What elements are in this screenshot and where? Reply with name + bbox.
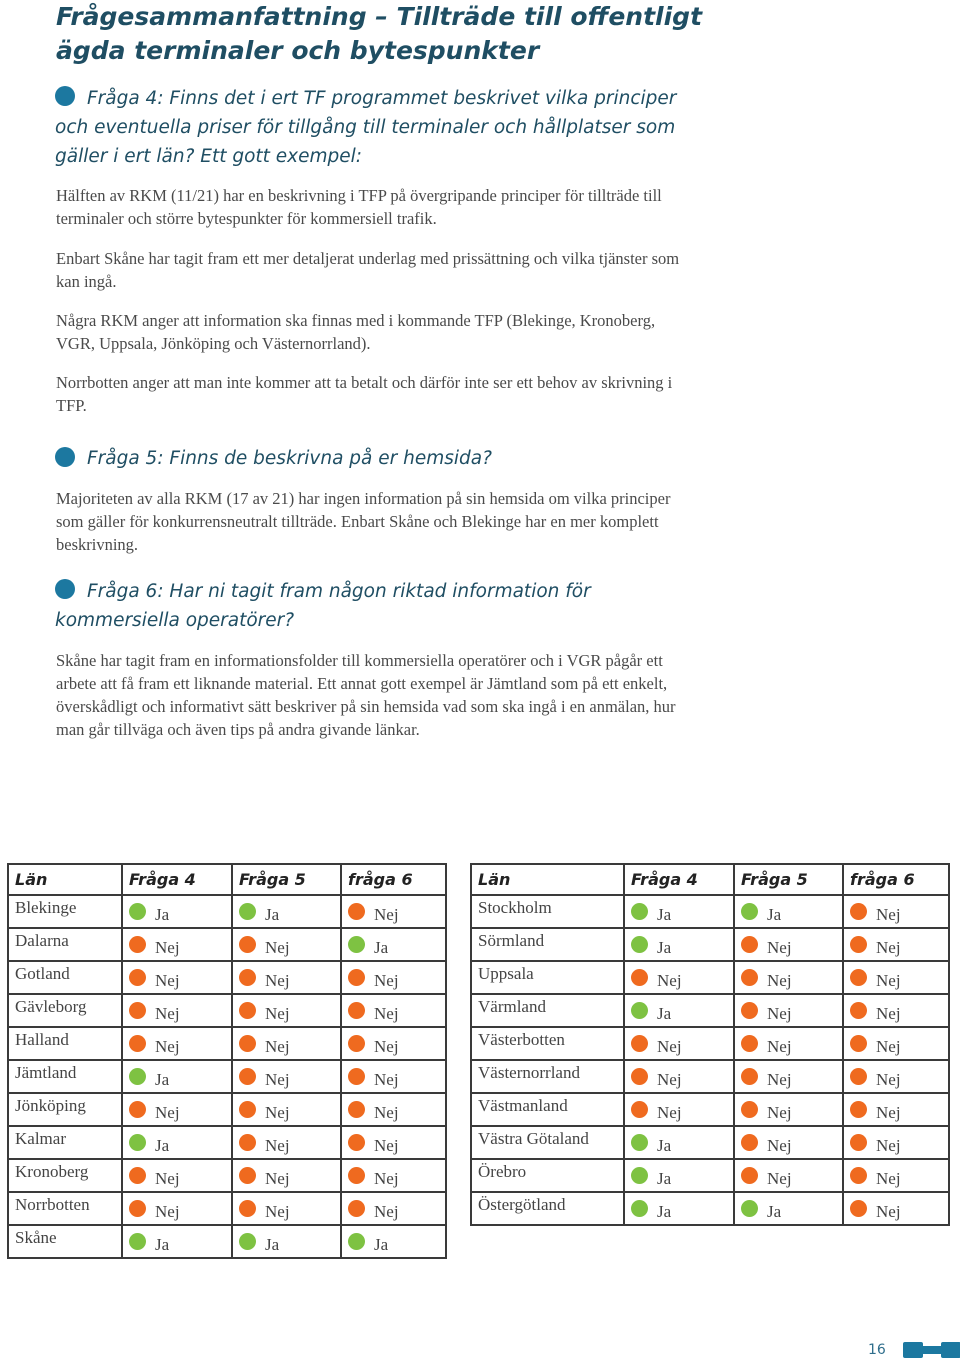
county-name: Uppsala <box>471 961 624 994</box>
answer-label: Ja <box>374 937 389 957</box>
answer-cell <box>341 1060 446 1093</box>
answer-label: Nej <box>657 1102 682 1122</box>
answer-label: Nej <box>155 1201 180 1221</box>
no-status-dot-icon <box>129 1035 146 1052</box>
answer-cell <box>232 1192 341 1225</box>
answer-label: Nej <box>265 1069 290 1089</box>
no-status-dot-icon <box>239 1068 256 1085</box>
answer-cell <box>122 928 232 961</box>
county-name: Jämtland <box>8 1060 122 1093</box>
question-4-paragraph: Enbart Skåne har tagit fram ett mer detaljerat underlag med prissättning och vilka tjänster som kan ingå. <box>56 249 680 291</box>
yes-status-dot-icon <box>129 1233 146 1250</box>
answer-label: Nej <box>657 1036 682 1056</box>
answer-cell <box>734 961 843 994</box>
page-title: Frågesammanfattning – Tillträde till offentligt ägda terminaler och bytespunkter <box>56 2 703 65</box>
column-header: Fråga 5 <box>734 864 843 895</box>
answer-label: Nej <box>374 1201 399 1221</box>
column-header: fråga 6 <box>843 864 949 895</box>
table-row <box>471 1093 949 1126</box>
answer-cell <box>624 895 734 928</box>
answer-label: Nej <box>657 970 682 990</box>
answer-label: Nej <box>876 1102 901 1122</box>
answer-cell <box>341 1126 446 1159</box>
answer-label: Nej <box>876 970 901 990</box>
yes-status-dot-icon <box>631 1134 648 1151</box>
question-5-paragraph: Majoriteten av alla RKM (17 av 21) har ingen information på sin hemsida om vilka principer som gäller för konkurrensneutralt tillträde. Enbart Skåne och Blekinge har en mer komplett beskrivning. <box>56 489 671 554</box>
answer-label: Nej <box>767 1135 792 1155</box>
no-status-dot-icon <box>348 1002 365 1019</box>
answer-label: Ja <box>657 1201 672 1221</box>
answer-cell <box>843 1126 949 1159</box>
county-name: Halland <box>8 1027 122 1060</box>
answer-label: Nej <box>155 1102 180 1122</box>
answer-label: Nej <box>374 1003 399 1023</box>
column-header: Fråga 5 <box>232 864 341 895</box>
answer-label: Nej <box>657 1069 682 1089</box>
answer-label: Nej <box>374 1102 399 1122</box>
table-row <box>471 994 949 1027</box>
answer-cell <box>341 1159 446 1192</box>
answer-label: Nej <box>767 1069 792 1089</box>
answer-label: Nej <box>265 1168 290 1188</box>
county-name: Gotland <box>8 961 122 994</box>
yes-status-dot-icon <box>631 1200 648 1217</box>
answer-cell <box>843 895 949 928</box>
answer-label: Ja <box>767 904 782 924</box>
no-status-dot-icon <box>741 969 758 986</box>
answer-label: Nej <box>876 1069 901 1089</box>
answer-cell <box>341 895 446 928</box>
no-status-dot-icon <box>850 1134 867 1151</box>
county-name: Sörmland <box>471 928 624 961</box>
answer-cell <box>122 895 232 928</box>
column-header: Fråga 4 <box>624 864 734 895</box>
answer-cell <box>843 994 949 1027</box>
answer-label: Ja <box>767 1201 782 1221</box>
question-6-heading: Fråga 6: Har ni tagit fram någon riktad information för kommersiella operatörer? <box>55 581 591 631</box>
question-4-heading: Fråga 4: Finns det i ert TF programmet beskrivet vilka principer och eventuella priser för tillgång till terminaler och hållplatser som gäller i ert län? Ett gott exempel: <box>55 88 677 167</box>
no-status-dot-icon <box>348 903 365 920</box>
answer-cell <box>843 1192 949 1225</box>
county-name: Östergötland <box>471 1192 624 1225</box>
county-name: Örebro <box>471 1159 624 1192</box>
answer-cell <box>341 1093 446 1126</box>
yes-status-dot-icon <box>129 903 146 920</box>
answer-label: Nej <box>155 970 180 990</box>
table-row <box>471 1027 949 1060</box>
table-row <box>8 1093 446 1126</box>
answer-label: Ja <box>265 904 280 924</box>
county-name: Värmland <box>471 994 624 1027</box>
no-status-dot-icon <box>239 1167 256 1184</box>
answer-cell <box>734 1060 843 1093</box>
no-status-dot-icon <box>850 936 867 953</box>
no-status-dot-icon <box>348 1134 365 1151</box>
answer-label: Nej <box>265 1201 290 1221</box>
answer-cell <box>843 1093 949 1126</box>
answer-label: Nej <box>265 1003 290 1023</box>
yes-status-dot-icon <box>129 1068 146 1085</box>
yes-status-dot-icon <box>631 1167 648 1184</box>
question-5-heading: Fråga 5: Finns de beskrivna på er hemsida? <box>87 448 492 469</box>
column-header: Län <box>8 864 122 895</box>
question-6-paragraph: Skåne har tagit fram en informationsfolder till kommersiella operatörer och i VGR pågår ett arbete att få fram ett liknande material. Ett annat gott exempel är Jämtland som på ett enkelt, överskådligt och informativt sätt beskriver på sin hemsida vad som ska ingå i en anmälan, hur man går tillväga och även tips på andra givande länkar. <box>56 651 676 739</box>
county-name: Västerbotten <box>471 1027 624 1060</box>
answer-label: Nej <box>265 1102 290 1122</box>
answer-label: Nej <box>767 970 792 990</box>
no-status-dot-icon <box>129 969 146 986</box>
no-status-dot-icon <box>741 1068 758 1085</box>
answer-cell <box>624 1192 734 1225</box>
no-status-dot-icon <box>348 1068 365 1085</box>
column-header: fråga 6 <box>341 864 446 895</box>
answer-cell <box>734 1027 843 1060</box>
answer-label: Nej <box>374 1168 399 1188</box>
yes-status-dot-icon <box>631 1002 648 1019</box>
no-status-dot-icon <box>850 1101 867 1118</box>
answer-cell <box>232 1093 341 1126</box>
no-status-dot-icon <box>239 1002 256 1019</box>
table-row <box>471 1060 949 1093</box>
answer-cell <box>232 1060 341 1093</box>
no-status-dot-icon <box>129 1002 146 1019</box>
answer-label: Nej <box>155 1168 180 1188</box>
answer-cell <box>122 961 232 994</box>
answer-cell <box>734 1093 843 1126</box>
county-name: Blekinge <box>8 895 122 928</box>
answer-label: Nej <box>876 1168 901 1188</box>
no-status-dot-icon <box>741 936 758 953</box>
answer-cell <box>843 961 949 994</box>
yes-status-dot-icon <box>631 936 648 953</box>
answer-cell <box>122 1093 232 1126</box>
table-row <box>471 1159 949 1192</box>
no-status-dot-icon <box>348 969 365 986</box>
table-row <box>8 1159 446 1192</box>
answer-cell <box>232 1159 341 1192</box>
answer-label: Nej <box>876 1201 901 1221</box>
county-name: Skåne <box>8 1225 122 1258</box>
page-number: 16 <box>868 1342 886 1358</box>
no-status-dot-icon <box>239 936 256 953</box>
answer-label: Nej <box>767 1102 792 1122</box>
answer-label: Nej <box>876 1036 901 1056</box>
no-status-dot-icon <box>850 1002 867 1019</box>
county-name: Dalarna <box>8 928 122 961</box>
answer-label: Nej <box>767 937 792 957</box>
answer-cell <box>843 928 949 961</box>
column-header: Län <box>471 864 624 895</box>
answer-cell <box>843 1060 949 1093</box>
answer-cell <box>734 1126 843 1159</box>
county-name: Stockholm <box>471 895 624 928</box>
answer-cell <box>122 1225 232 1258</box>
answer-label: Nej <box>155 1036 180 1056</box>
answer-label: Ja <box>155 1069 170 1089</box>
table-row <box>8 895 446 928</box>
answer-cell <box>843 1027 949 1060</box>
county-name: Västmanland <box>471 1093 624 1126</box>
no-status-dot-icon <box>741 1167 758 1184</box>
answer-label: Nej <box>876 904 901 924</box>
answer-cell <box>624 1060 734 1093</box>
no-status-dot-icon <box>348 1200 365 1217</box>
answer-cell <box>734 1159 843 1192</box>
county-name: Kronoberg <box>8 1159 122 1192</box>
answer-cell <box>624 1027 734 1060</box>
answer-cell <box>122 1060 232 1093</box>
answer-label: Ja <box>155 1234 170 1254</box>
table-row <box>8 1027 446 1060</box>
no-status-dot-icon <box>129 1200 146 1217</box>
answer-label: Nej <box>155 1003 180 1023</box>
answer-cell <box>232 1225 341 1258</box>
answer-cell <box>734 1192 843 1225</box>
answer-label: Nej <box>374 904 399 924</box>
no-status-dot-icon <box>239 1035 256 1052</box>
answer-label: Ja <box>265 1234 280 1254</box>
answer-label: Nej <box>767 1036 792 1056</box>
answer-label: Ja <box>374 1234 389 1254</box>
county-name: Gävleborg <box>8 994 122 1027</box>
answer-label: Nej <box>265 970 290 990</box>
answer-label: Nej <box>265 1036 290 1056</box>
answer-cell <box>122 1126 232 1159</box>
no-status-dot-icon <box>631 1035 648 1052</box>
table-row <box>8 1225 446 1258</box>
answer-cell <box>232 961 341 994</box>
no-status-dot-icon <box>631 1101 648 1118</box>
no-status-dot-icon <box>239 1200 256 1217</box>
table-row <box>471 1192 949 1225</box>
answer-cell <box>341 928 446 961</box>
yes-status-dot-icon <box>129 1134 146 1151</box>
answer-cell <box>232 1027 341 1060</box>
table-row <box>471 928 949 961</box>
answer-label: Ja <box>155 904 170 924</box>
yes-status-dot-icon <box>631 903 648 920</box>
answer-cell <box>624 994 734 1027</box>
no-status-dot-icon <box>129 1101 146 1118</box>
table-row <box>471 1126 949 1159</box>
answer-label: Nej <box>876 1135 901 1155</box>
county-name: Västernorrland <box>471 1060 624 1093</box>
no-status-dot-icon <box>741 1101 758 1118</box>
answer-cell <box>734 895 843 928</box>
table-row <box>8 994 446 1027</box>
answer-cell <box>341 994 446 1027</box>
table-row <box>8 928 446 961</box>
answer-cell <box>232 1126 341 1159</box>
no-status-dot-icon <box>348 1035 365 1052</box>
answer-cell <box>122 1192 232 1225</box>
county-name: Kalmar <box>8 1126 122 1159</box>
yes-status-dot-icon <box>239 1233 256 1250</box>
answer-label: Nej <box>767 1168 792 1188</box>
no-status-dot-icon <box>850 903 867 920</box>
no-status-dot-icon <box>850 1035 867 1052</box>
answer-cell <box>734 994 843 1027</box>
answer-cell <box>624 961 734 994</box>
question-4-paragraph: Hälften av RKM (11/21) har en beskrivning i TFP på övergripande principer för tillträde till terminaler och större bytespunkter för kommersiell trafik. <box>56 186 662 228</box>
answer-label: Nej <box>374 970 399 990</box>
answer-label: Nej <box>374 1069 399 1089</box>
no-status-dot-icon <box>850 1167 867 1184</box>
answer-label: Ja <box>657 904 672 924</box>
answer-label: Nej <box>265 1135 290 1155</box>
answer-cell <box>341 1027 446 1060</box>
county-name: Jönköping <box>8 1093 122 1126</box>
no-status-dot-icon <box>741 1002 758 1019</box>
answer-cell <box>624 928 734 961</box>
answer-label: Nej <box>876 1003 901 1023</box>
no-status-dot-icon <box>348 1101 365 1118</box>
county-name: Norrbotten <box>8 1192 122 1225</box>
column-header: Fråga 4 <box>122 864 232 895</box>
answer-cell <box>624 1126 734 1159</box>
answer-cell <box>341 1192 446 1225</box>
answer-label: Nej <box>155 937 180 957</box>
question-4-paragraph: Några RKM anger att information ska finnas med i kommande TFP (Blekinge, Kronoberg, VGR, Uppsala, Jönköping och Västernorrland). <box>56 311 656 353</box>
no-status-dot-icon <box>129 1167 146 1184</box>
yes-status-dot-icon <box>239 903 256 920</box>
answer-label: Nej <box>876 937 901 957</box>
answer-label: Ja <box>657 1168 672 1188</box>
answer-cell <box>624 1093 734 1126</box>
answer-cell <box>341 961 446 994</box>
yes-status-dot-icon <box>348 1233 365 1250</box>
no-status-dot-icon <box>239 1101 256 1118</box>
no-status-dot-icon <box>631 969 648 986</box>
answer-label: Ja <box>155 1135 170 1155</box>
answer-cell <box>232 928 341 961</box>
question-4-paragraph: Norrbotten anger att man inte kommer att ta betalt och därför inte ser ett behov av skrivning i TFP. <box>56 373 673 415</box>
answer-label: Nej <box>767 1003 792 1023</box>
answer-cell <box>122 994 232 1027</box>
no-status-dot-icon <box>850 1068 867 1085</box>
answer-cell <box>734 928 843 961</box>
results-table-left <box>7 863 447 1259</box>
answer-cell <box>624 1159 734 1192</box>
no-status-dot-icon <box>239 969 256 986</box>
brand-logo-icon <box>903 1340 960 1360</box>
no-status-dot-icon <box>741 1134 758 1151</box>
no-status-dot-icon <box>850 1200 867 1217</box>
table-row <box>8 1126 446 1159</box>
yes-status-dot-icon <box>741 1200 758 1217</box>
no-status-dot-icon <box>850 969 867 986</box>
answer-cell <box>232 994 341 1027</box>
yes-status-dot-icon <box>741 903 758 920</box>
no-status-dot-icon <box>631 1068 648 1085</box>
answer-label: Nej <box>265 937 290 957</box>
answer-label: Ja <box>657 1135 672 1155</box>
answer-label: Ja <box>657 1003 672 1023</box>
answer-label: Ja <box>657 937 672 957</box>
no-status-dot-icon <box>239 1134 256 1151</box>
answer-cell <box>341 1225 446 1258</box>
answer-cell <box>843 1159 949 1192</box>
no-status-dot-icon <box>348 1167 365 1184</box>
table-row <box>471 895 949 928</box>
no-status-dot-icon <box>129 936 146 953</box>
county-name: Västra Götaland <box>471 1126 624 1159</box>
yes-status-dot-icon <box>348 936 365 953</box>
no-status-dot-icon <box>741 1035 758 1052</box>
table-row <box>8 1192 446 1225</box>
answer-label: Nej <box>374 1135 399 1155</box>
results-table-right <box>470 863 950 1226</box>
answer-cell <box>122 1159 232 1192</box>
answer-label: Nej <box>374 1036 399 1056</box>
answer-cell <box>232 895 341 928</box>
table-row <box>471 961 949 994</box>
table-row <box>8 1060 446 1093</box>
table-row <box>8 961 446 994</box>
answer-cell <box>122 1027 232 1060</box>
